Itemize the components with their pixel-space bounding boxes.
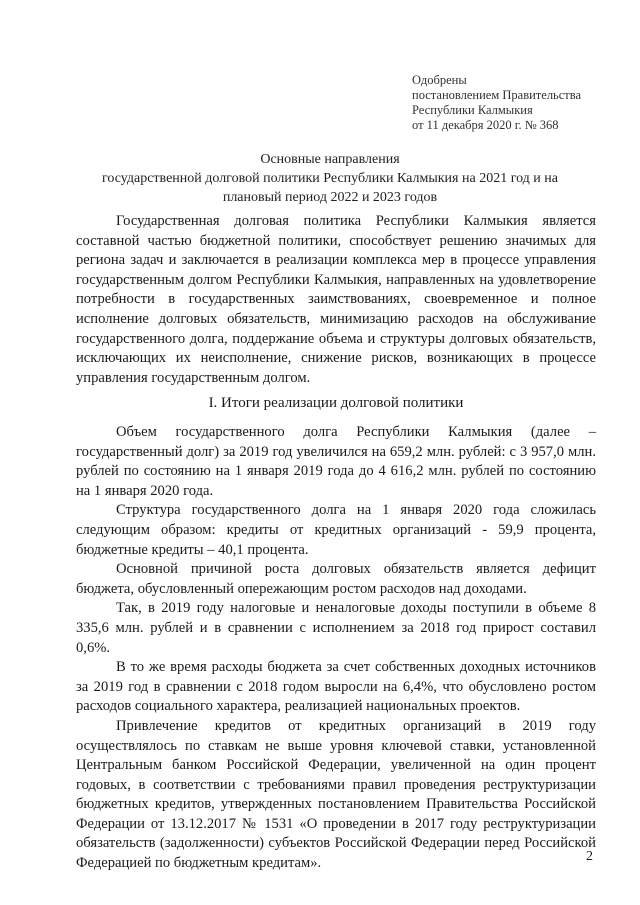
title-line: государственной долговой политики Республики Калмыкия на 2021 год и на xyxy=(101,171,559,186)
approval-stamp xyxy=(412,73,581,133)
title-line: Основные направления xyxy=(260,152,400,167)
paragraph: Основной причиной роста долговых обязательств является дефицит бюджета, обусловленный опережающим ростом расходов над доходами. xyxy=(76,561,596,597)
intro-section xyxy=(76,212,596,388)
page-number: 2 xyxy=(586,849,593,864)
approval-line: Одобрены xyxy=(412,73,467,87)
section-body xyxy=(76,423,596,874)
paragraph: Структура государственного долга на 1 января 2020 года сложилась следующим образом: кредиты от кредитных организаций - 59,9 процента, бюджетные кредиты – 40,1 процента. xyxy=(76,502,596,558)
paragraph: В то же время расходы бюджета за счет собственных доходных источников за 2019 год в сравнении с 2018 годом выросли на 6,4%, что обусловлено ростом расходов социального характера, реализацией национальных проектов. xyxy=(76,659,596,715)
paragraph: Привлечение кредитов от кредитных организаций в 2019 году осуществлялось по ставкам не выше уровня ключевой ставки, установленной Центральным банком Российской Федерации, увеличенной на один процент годовых, в соответствии с требованиями правил проведения реструктуризации бюджетных кредитов, утвержденных постановлением Правительства Российской Федерации от 13.12.2017 № 1531 «О проведении в 2017 году реструктуризации обязательств (задолженности) субъектов Российской Федерации перед Российской Федерацией по бюджетным кредитам». xyxy=(76,717,596,872)
title-line: плановый период 2022 и 2023 годов xyxy=(222,190,438,205)
intro-paragraph: Государственная долговая политика Республики Калмыкия является составной частью бюджетной политики, способствует решению значимых для региона задач и заключается в реализации комплекса мер в процессе управления государственным долгом Республики Калмыкия, направленных на удовлетворение потребности в государственных заимствованиях, своевременное и полное исполнение долговых обязательств, минимизацию расходов на обслуживание государственного долга, поддержание объема и структуры долговых обязательств, исключающих их неисполнение, снижение рисков, возникающих в процессе управления государственным долгом. xyxy=(76,213,596,386)
section-heading: I. Итоги реализации долговой политики xyxy=(208,395,464,411)
approval-line: Республики Калмыкия xyxy=(412,103,533,117)
document-title xyxy=(50,150,610,207)
approval-line: постановлением Правительства xyxy=(412,88,582,102)
approval-line: от 11 декабря 2020 г. № 368 xyxy=(412,118,559,132)
paragraph: Объем государственного долга Республики Калмыкия (далее – государственный долг) за 2019 год увеличился на 659,2 млн. рублей: с 3 957,0 млн. рублей по состоянию на 1 января 2019 года до 4 616,2 млн. рублей по состоянию на 1 января 2020 года. xyxy=(76,424,596,499)
paragraph: Так, в 2019 году налоговые и неналоговые доходы поступили в объеме 8 335,6 млн. рублей и в сравнении с исполнением за 2018 год прирост составил 0,6%. xyxy=(76,600,596,656)
